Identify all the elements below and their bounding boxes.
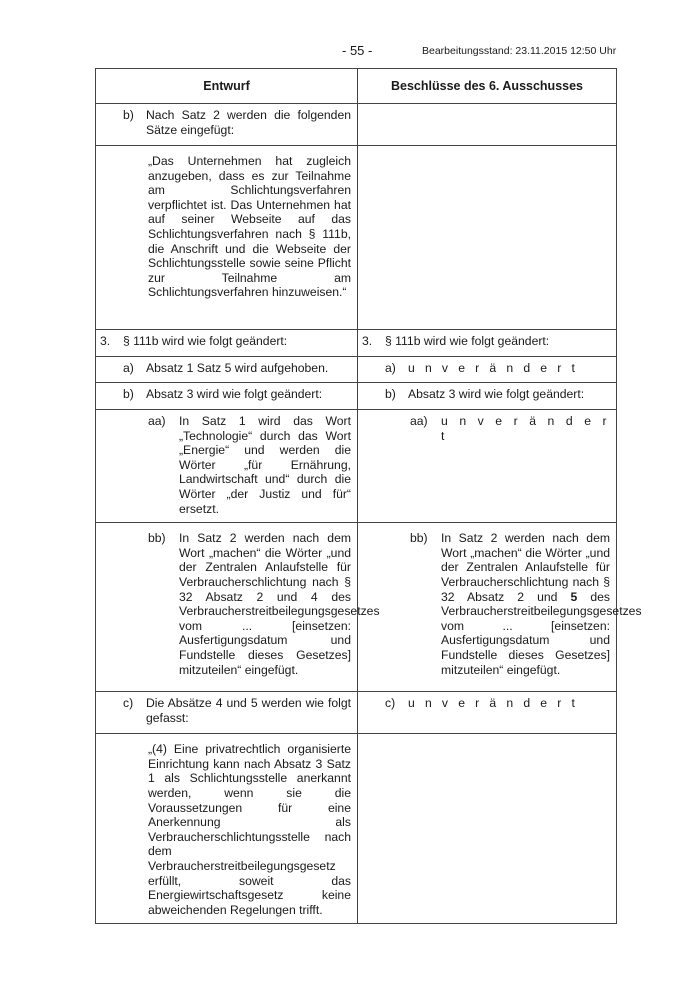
item-label: b) <box>123 108 134 122</box>
item-label: c) <box>385 696 396 711</box>
synopsis-table <box>95 68 642 924</box>
item-label: aa) <box>148 414 166 428</box>
beschluss-text <box>441 531 642 677</box>
item-label: bb) <box>410 531 428 546</box>
entwurf-text: Nach Satz 2 werden die folgenden Sätze eingefügt: <box>146 108 351 137</box>
table-row <box>96 383 617 410</box>
entwurf-text: In Satz 1 wird das Wort „Technologie“ durch das Wort „Energie“ und werden die Wörter „für Ernährung, Landwirtschaft und“ durch die Wörter „der Justiz und für“ ersetzt. <box>179 414 351 516</box>
beschluss-text: § 111b wird wie folgt geändert: <box>385 334 550 348</box>
column-header-beschluesse: Beschlüsse des 6. Ausschusses <box>358 69 617 104</box>
entwurf-text: In Satz 2 werden nach dem Wort „machen“ die Wörter „und der Zentralen Anlaufstelle für Verbraucherschlichtung nach § 32 Absatz 2 und 4 des Verbraucherstreitbeilegungsgesetzes vom ... [einsetzen: Ausfertigungsdatum und Fundstelle dieses Gesetzes] mitzuteilen“ eingefügt. <box>179 531 380 677</box>
beschluss-text: u n v e r ä n d e r t <box>408 361 579 375</box>
item-label: b) <box>123 387 134 401</box>
beschluss-text: Absatz 3 wird wie folgt geändert: <box>408 387 585 401</box>
entwurf-text: § 111b wird wie folgt geändert: <box>123 334 288 348</box>
table-row <box>96 330 617 357</box>
bearbeitungsstand: Bearbeitungsstand: 23.11.2015 12:50 Uhr <box>422 45 617 57</box>
entwurf-text: Absatz 1 Satz 5 wird aufgehoben. <box>146 361 329 375</box>
entwurf-text: „Das Unternehmen hat zugleich anzugeben, dass es zur Teilnahme am Schlichtungsverfahren verpflichtet ist. Das Unternehmen hat auf seiner Webseite auf das Schlichtungsverfahren nach § 111b, die Anschrift und die Webseite der Schlichtungsstelle sowie seine Pflicht zur Teilnahme am Schlichtungsverfahren hinzuweisen.“ <box>148 154 351 300</box>
table-row <box>96 357 617 383</box>
item-label: a) <box>385 361 396 375</box>
item-label: 3. <box>362 334 373 348</box>
item-label: a) <box>123 361 134 375</box>
item-label: 3. <box>100 334 111 348</box>
table-row <box>96 523 617 692</box>
beschluss-text-part: In Satz 2 werden nach dem Wort „machen“ die Wörter „und der Zentralen Anlaufstelle für Verbraucherschlichtung nach § 32 Absatz 2 und <box>441 531 610 604</box>
table-row <box>96 734 617 924</box>
table-header-row <box>96 69 617 104</box>
entwurf-text: Absatz 3 wird wie folgt geändert: <box>146 387 323 401</box>
item-label: bb) <box>148 531 166 546</box>
table-row <box>96 146 617 330</box>
beschluss-text-part: des Verbraucherstreitbeilegungsgesetzes vom ... [einsetzen: Ausfertigungsdatum und Fundstelle dieses Gesetzes] mitzuteilen“ eingefügt. <box>441 589 642 677</box>
item-label: aa) <box>410 414 428 428</box>
item-label: b) <box>385 387 396 401</box>
table-row <box>96 104 617 146</box>
beschluss-text: u n v e r ä n d e r t <box>408 696 579 711</box>
entwurf-text: „(4) Eine privatrechtlich organisierte Einrichtung kann nach Absatz 3 Satz 1 als Schlichtungsstelle anerkannt werden, wenn sie die Voraussetzungen für eine Anerkennung als Verbraucherschlichtungsstelle nach dem Verbraucherstreitbeilegungsgesetz erfüllt, soweit das Energiewirtschaftsgesetz keine abweichenden Regelungen trifft. <box>148 742 351 917</box>
entwurf-text: Die Absätze 4 und 5 werden wie folgt gefasst: <box>146 696 351 725</box>
item-label: c) <box>123 696 134 711</box>
column-header-entwurf: Entwurf <box>96 69 358 104</box>
table-row <box>96 410 617 523</box>
table-row <box>96 692 617 734</box>
page-number: - 55 - <box>342 43 373 58</box>
beschluss-text-changed: 5 <box>570 589 578 604</box>
beschluss-text: u n v e r ä n d e r t <box>441 414 610 443</box>
